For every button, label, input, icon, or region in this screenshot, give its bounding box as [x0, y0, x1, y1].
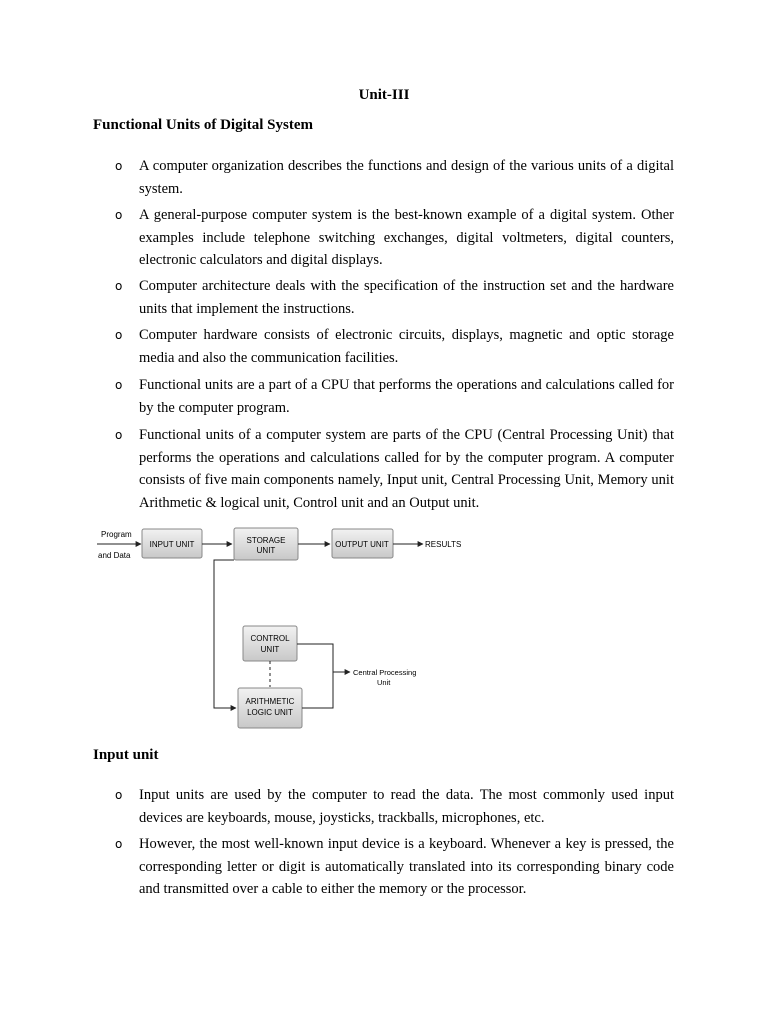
- input-unit-label: INPUT UNIT: [149, 540, 195, 549]
- storage-unit-label-2: UNIT: [256, 546, 276, 555]
- bullet-icon: o: [115, 328, 123, 342]
- input-label-program: Program: [101, 530, 132, 539]
- list-item-text: Computer hardware consists of electronic circuits, displays, magnetic and optic storage media and also the communication facilities.: [139, 327, 674, 366]
- list-item: [115, 204, 674, 272]
- control-unit-label-1: CONTROL: [250, 634, 290, 643]
- bullet-icon: o: [115, 159, 123, 173]
- list-item: [115, 324, 674, 369]
- list-item: [115, 155, 674, 200]
- alu-label-1: ARITHMETIC: [245, 697, 295, 706]
- unit-heading: Unit-III: [358, 87, 410, 103]
- storage-unit-label-1: STORAGE: [246, 536, 286, 545]
- bullet-icon: o: [115, 837, 123, 851]
- input-label-data: and Data: [98, 551, 131, 560]
- cpu-label-2: Unit: [377, 678, 391, 687]
- results-label: RESULTS: [425, 540, 462, 549]
- control-unit-label-2: UNIT: [260, 645, 280, 654]
- cpu-label-1: Central Processing: [353, 668, 417, 677]
- list-item-text: Computer architecture deals with the specification of the instruction set and the hardware units that implement the instructions.: [139, 278, 674, 317]
- bullet-icon: o: [115, 788, 123, 802]
- list-item: [115, 374, 674, 419]
- control-unit-box: [243, 626, 297, 661]
- list-item-text: Input units are used by the computer to read the data. The most commonly used input devices are keyboards, mouse, joysticks, trackballs, microphones, etc.: [139, 787, 674, 826]
- bullet-icon: o: [115, 378, 123, 392]
- list-item-text: Functional units of a computer system are parts of the CPU (Central Processing Unit) that performs the operations and calculations called for by the computer program. A computer consists of five main components namely, Input unit, Central Processing Unit, Memory unit Arithmetic & logical unit, Control unit and an Output unit.: [139, 427, 674, 512]
- list-item: [115, 784, 674, 829]
- list-item-text: A general-purpose computer system is the best-known example of a digital system. Other examples include telephone switching exchanges, digital voltmeters, digital counters, electronic calculators and digital displays.: [139, 207, 674, 269]
- section-title: Functional Units of Digital System: [93, 117, 314, 133]
- alu-label-2: LOGIC UNIT: [247, 708, 293, 717]
- bullet-icon: o: [115, 279, 123, 293]
- list-item-text: Functional units are a part of a CPU that performs the operations and calculations called for by the computer program.: [139, 377, 674, 416]
- input-unit-heading: Input unit: [93, 747, 159, 763]
- bullet-icon: o: [115, 428, 123, 442]
- storage-to-alu-connector: [214, 560, 236, 708]
- functional-units-diagram: [93, 520, 462, 735]
- list-item: [115, 833, 674, 901]
- output-unit-label: OUTPUT UNIT: [335, 540, 389, 549]
- list-item: [115, 424, 674, 515]
- bullet-icon: o: [115, 208, 123, 222]
- list-item: [115, 275, 674, 320]
- list-item-text: A computer organization describes the functions and design of the various units of a digital system.: [139, 158, 674, 197]
- list-item-text: However, the most well-known input device is a keyboard. Whenever a key is pressed, the corresponding letter or digit is automatically translated into its corresponding binary code and transmitted over a cable to either the memory or the processor.: [139, 836, 674, 898]
